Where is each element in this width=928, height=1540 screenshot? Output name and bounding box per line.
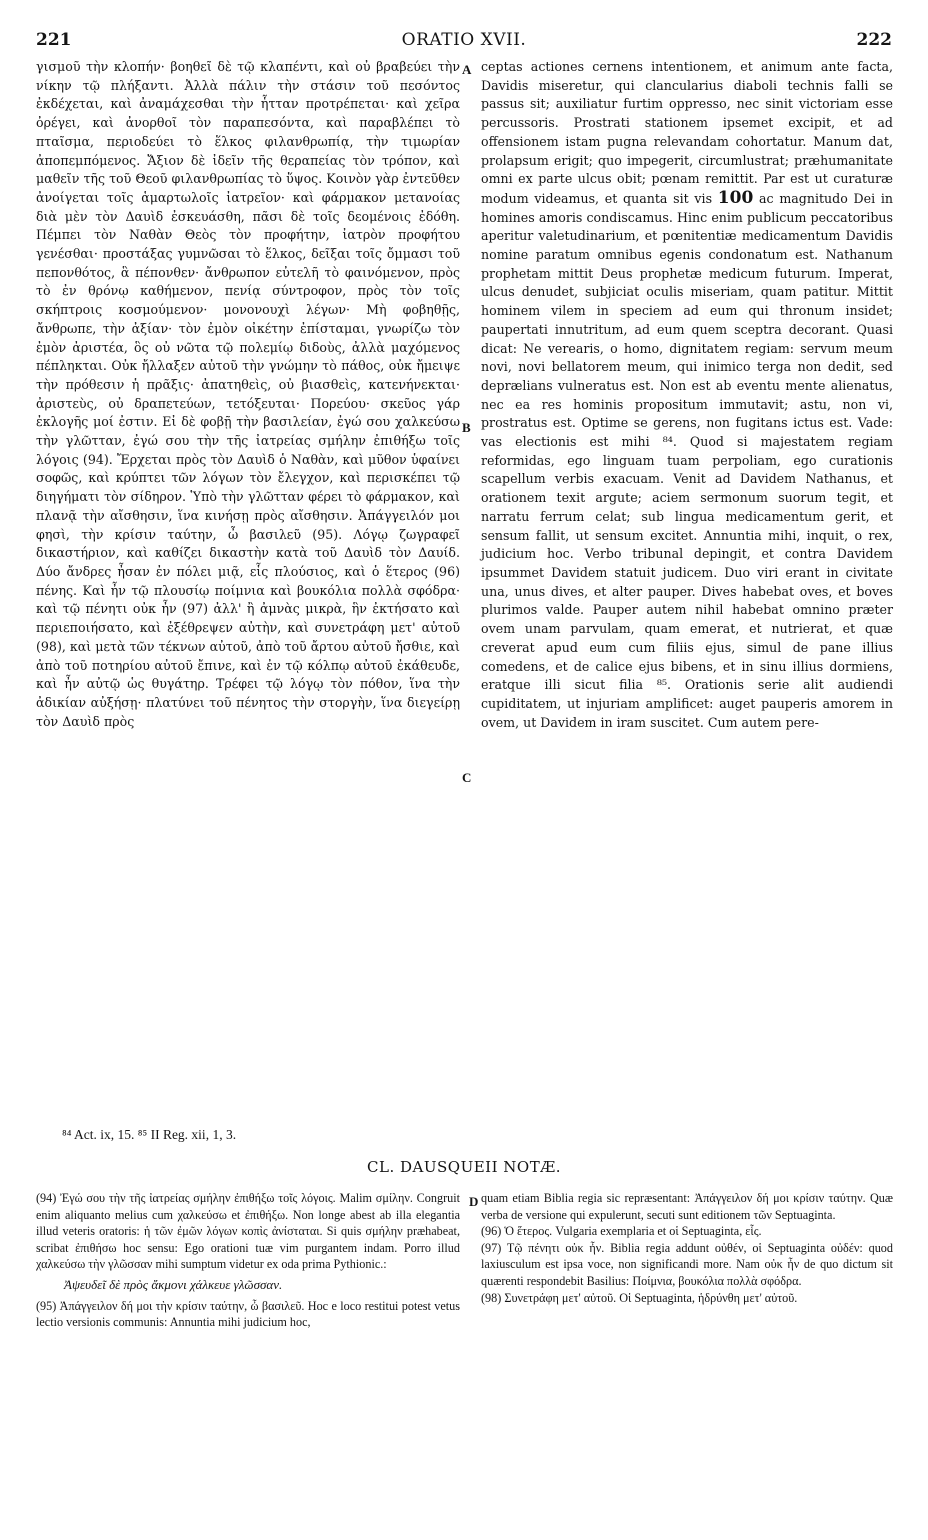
footnotes: ⁸⁴ Act. ix, 15. ⁸⁵ II Reg. xii, 1, 3. (62, 1127, 237, 1142)
section-marker-b: B (462, 420, 471, 435)
page-number-right: 222 (856, 30, 892, 50)
latin-text-part-2: ac magnitudo Dei in homines amoris condiscamus. Hinc enim publicum peccatoribus aperitur valetudinarium, et pœnitentiæ medicamentum Davidis nomine paratum omnibus egenis condonatum est. Nathanum prophetam mittit Deus prophetæ medicum futurum. Imperat, ulcus denudet, subjiciat oculis miseriam, quam patitur. Mittit hominem vilem in speciem ad eum qui thronum insidet; paupertati innutritum, ad eum quem sceptra decorant. Quasi dicat: Ne verearis, o homo, dignitatem regiam: servum meum novi, novi bellatorem meum, qui inimico terga non dedit, sed deprælians vulneratus est. Non est ab eventu mente alienatus, nec ea res hominis propositum immutavit; astu, non vi, prostratus est. Optime se gerens, non fugitans ictus est. Vade: vas electionis est mihi ⁸⁴. Quod si majestatem regiam reformidas, ego linguam tuam perpoliam, ego curationis scapellum verbis exacuam. Venit ad Davidem Nathanus, et orationem texit argute; aciem sermonum suorum tegit, et narratu ferrum celat; sub lingua medicamentum gerit, et sensum fallit, ut sensum excitet. Annuntia mihi, inquit, o rex, judicium hoc. Verbo tribunal depingit, et contra Davidem ipsummet Davidem statuit judicem. Duo viri erant in civitate una, unus dives, et alter pauper. Dives habebat oves, et boves plurimos valde. Pauper autem nihil habebat omnino præter ovem unam parvulam, quam emerat, et nutrierat, et quæ creverat apud eum cum filiis ejus, simul de pane illius comedens, et de calice ejus bibens, et in sinu illius dormiens, eratque illi sicut filia ⁸⁵. Orationis serie alit audiendi cupiditatem, ut injuriam amplificet: auget pauperis amorem in ovem, ut Davidem in iram suscitet. Cum autem pere- (481, 190, 893, 730)
page-header (36, 30, 892, 54)
note-98: (98) Συνετράφη μετ' αὐτοῦ. Οἱ Septuaginta, ἡδρύνθη μετ' αὐτοῦ. (481, 1290, 798, 1305)
column-number: 100 (717, 187, 754, 208)
note-95-continued: quam etiam Biblia regia sic repræsentant: Ἀπάγγειλον δή μοι κρίσιν ταύτην. Quæ verba de versione qui expulerunt, secuti sunt editionem τῶν Septuaginta. (481, 1191, 893, 1222)
page-number-left: 221 (36, 30, 72, 50)
running-title: ORATIO XVII. (401, 30, 527, 50)
latin-text-part-1: ceptas actiones cernens intentionem, et animum ante facta, Davidis miseretur, qui clancularius diaboli technis falli se passus sit; auxiliatur furtim oppresso, nec sinit victoriam esse percussoris. Prostrati stationem ipsemet excipit, et ad offensionem istam pugna relevandam cohortatur. Manum dat, prolapsum erigit; quo impegerit, circumlustrat; præhumanitate omni ex parte ulcus obit; pœnam remittit. Par est ut curaturæ modum videamus, et quanta sit vis (481, 59, 893, 206)
note-94: (94) Ἐγώ σου τὴν τῆς ἰατρείας σμήλην ἐπιθήξω τοῖς λόγοις. Malim σμίλην. Congruit enim aliquanto melius cum χαλκεύσω et ἐπιθήξω. Non longe abest ab illa elegantia illud veteris oratoris: ἡ τῶν ἐμῶν λόγων κοπὶς ἀνίσταται. Si quis σμήλην præhabeat, scribat ἐπιθήσω hoc sensu: Ego orationi tuæ vim purgantem indam. Porro illud χαλκεύσω τὴν γλῶσσαν mihi sumptum videtur ex oda prima Pythionic.: (36, 1191, 460, 1272)
notes-right-column (481, 1190, 893, 1306)
latin-text (481, 58, 893, 732)
note-95: (95) Ἀπάγγειλον δή μοι τὴν κρίσιν ταύτην, ὦ βασιλεῦ. Hoc e loco restitui potest vetus lectio versionis communis: Annuntia mihi judicium hoc, (36, 1298, 460, 1330)
greek-column (36, 58, 460, 731)
section-marker-c: C (462, 770, 472, 785)
notes-title: CL. DAUSQUEII NOTÆ. (367, 1158, 561, 1176)
greek-text: γισμοῦ τὴν κλοπήν· βοηθεῖ δὲ τῷ κλαπέντι, καὶ οὐ βραβεύει τὴν νίκην τῷ πλήξαντι. Ἀλλὰ πάλιν τὴν στάσιν τοῦ πεσόντος ἐκδέχεται, καὶ ἀναμάχεσθαι τὴν ἧτταν προτρέπεται· καὶ χεῖρα ὀρέγει, καὶ ἀνορθοῖ τὸν παραπεσόντα, καὶ παραβλέπει τὸ πταῖσμα, περιοδεύει τὸ ἕλκος φιλανθρωπίᾳ, τὴν τιμωρίαν ἀποπεμπόμενος. Ἄξιον δὲ ἰδεῖν τῆς θεραπείας τὸν τρόπον, καὶ μαθεῖν τῆς τοῦ Θεοῦ φιλανθρωπίας τὸ ὕψος. Κοινὸν γὰρ ἐντεῦθεν ἀνοίγεται τοῖς ἁμαρτωλοῖς ἰατρεῖον· καὶ φάρμακον μετανοίας διὰ μὲν τὸν Δαυὶδ ἐσκευάσθη, πᾶσι δὲ τοῖς δεομένοις ἐδόθη. Πέμπει τὸν Ναθὰν Θεὸς τὸν προφήτην, ἰατρὸν προφήτου γενέσθαι· προστάξας γυμνῶσαι τὸ ἕλκος, δεῖξαι τοῖς ὄμμασι τοῦ πεπονθότος, ἃ πέπονθεν· ἄνθρωπον εὐτελῆ τὸ φαινόμενον, πρὸς τὸ ἐν θρόνῳ καθήμενον, πενίᾳ σύντροφον, πρὸς τὸν τοῖς σκήπτροις κοσμούμενον· μονονουχὶ λέγων· Μὴ φοβηθῇς, ἄνθρωπε, τὴν ἀξίαν· τὸν ἐμὸν οἰκέτην ἐπίσταμαι, γνωρίζω τὸν ἐμὸν ἀριστέα, ὃς οὐ νῶτα τῷ πολεμίῳ διδοὺς, ἀλλὰ μαχόμενος πέπληκται. Οὐκ ἤλλαξεν αὐτοῦ τὴν γνώμην τὸ πάθος, οὐκ ἤμειψε τὴν πρόθεσιν ἡ πρᾶξις· ἀπατηθεὶς, οὐ βιασθεὶς, κατενήνεκται· ἀριστεὺς, οὐ δραπετεύων, τετόξευται· Πορεύου· σκεῦος γάρ ἐκλογῆς μοί ἐστιν. Εἰ δὲ φοβῇ τὴν βασιλείαν, ἐγώ σου χαλκεύσω τὴν γλῶτταν, ἐγώ σου τὴν τῆς ἰατρείας σμήλην ἐπιθήξω τοῖς λόγοις (94). Ἔρχεται πρὸς τὸν Δαυὶδ ὁ Ναθὰν, καὶ μῦθον ὑφαίνει σοφῶς, καὶ κρύπτει τῶν λόγων τὸν ἔλεγχον, καὶ περισκέπει τῷ διηγήματι τὸν σίδηρον. Ὑπὸ τὴν γλῶτταν φέρει τὸ φάρμακον, καὶ πλανᾷ τὴν αἴσθησιν, ἵνα κινήσῃ πρὸς αἴσθησιν. Ἀπάγγειλόν μοι φησὶ, τὴν κρίσιν ταύτην, ὦ βασιλεῦ (95). Λόγῳ ζωγραφεῖ δικαστήριον, καὶ καθίζει δικαστὴν κατὰ τοῦ Δαυὶδ τὸν Δαυίδ. Δύο ἄνδρες ἦσαν ἐν πόλει μιᾷ, εἷς πλούσιος, καὶ ὁ ἕτερος (96) πένης. Καὶ ἦν τῷ πλουσίῳ ποίμνια καὶ βουκόλια πολλὰ σφόδρα· καὶ τῷ πένητι οὐκ ἦν (97) ἀλλ' ἢ ἀμνὰς μικρὰ, ἣν ἐκτήσατο καὶ περιεποιήσατο, καὶ ἐξέθρεψεν αὐτὴν, καὶ συνετράφη μετ' αὐτοῦ (98), καὶ μετὰ τῶν τέκνων αὐτοῦ, ἀπὸ τοῦ ἄρτου αὐτοῦ ἤσθιε, καὶ ἀπὸ τοῦ ποτηρίου αὐτοῦ ἔπινε, καὶ ἐν τῷ κόλπῳ αὐτοῦ ἐκάθευδε, καὶ ἦν αὐτῷ ὡς θυγάτηρ. Τρέφει τῷ λόγῳ τὸν πόθον, ἵνα τὴν ἀδικίαν αὐξήσῃ· πλατύνει τοῦ πένητος τὴν στοργὴν, ἵνα διεγείρῃ τὸν Δαυὶδ πρὸς (36, 59, 460, 729)
section-marker-d: D (469, 1194, 479, 1209)
note-97: (97) Τῷ πένητι οὐκ ἦν. Biblia regia addunt οὐθέν, οἱ Septuaginta οὐδέν: quod laxiusculum est ipsa voce, non significandi more. Nam οὐκ ἦν de quo dictum sit quærenti respondebit Basilius: Ποίμνια, βουκόλια πολλὰ σφόδρα. (481, 1240, 893, 1288)
section-marker-a: A (462, 62, 472, 77)
quoted-verse: Ἀψευδεῖ δὲ πρὸς ἄκμονι χάλκευε γλῶσσαν. (64, 1276, 283, 1292)
note-96: (96) Ὁ ἕτερος. Vulgaria exemplaria et οἱ Septuaginta, εἷς. (481, 1224, 762, 1239)
notes-left-column (36, 1190, 460, 1331)
latin-column (481, 58, 893, 732)
